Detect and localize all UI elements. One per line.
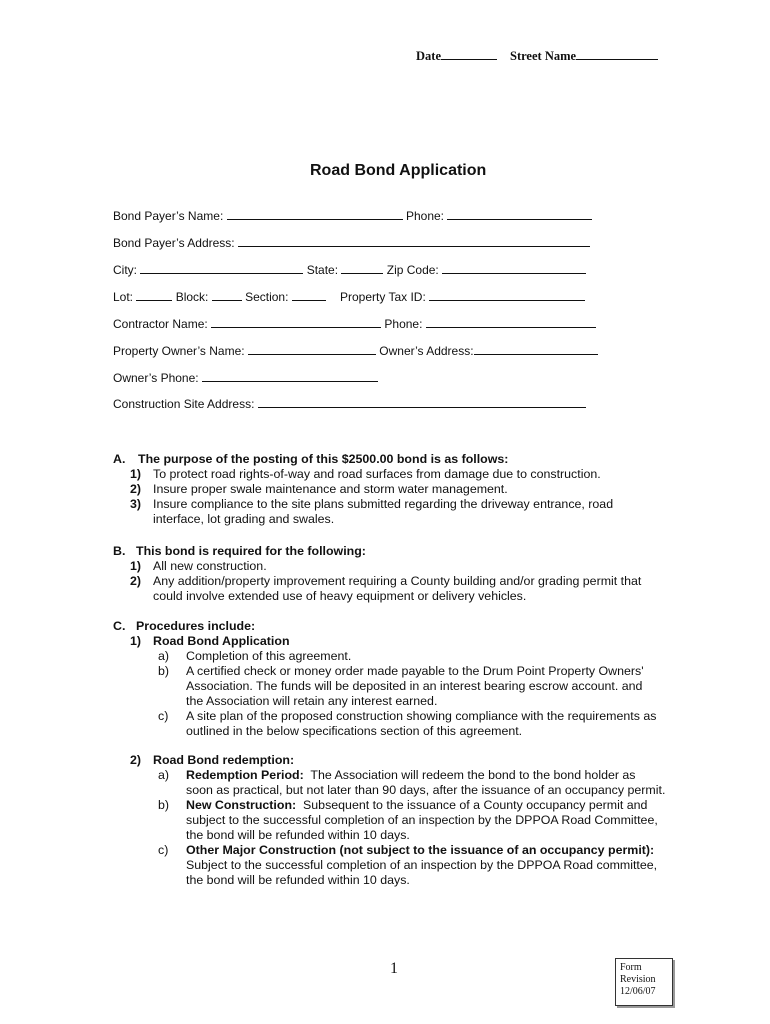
construction-site-address-blank[interactable]	[258, 396, 586, 408]
section-b-item-text: Any addition/property improvement requiring a County building and/or grading permit that	[153, 574, 642, 588]
bond-payer-address-blank[interactable]	[238, 235, 590, 247]
sub2-item-text: soon as practical, but not later than 90 days, after the issuance of an occupancy permit.	[186, 783, 666, 797]
lot-blank[interactable]	[136, 289, 172, 301]
contractor-name-blank[interactable]	[211, 316, 381, 328]
bond-payer-name-label: Bond Payer’s Name:	[113, 209, 224, 223]
sub1-item-text: A site plan of the proposed construction showing compliance with the requirements as	[186, 709, 657, 723]
section-c-sub1-heading: Road Bond Application	[153, 634, 290, 648]
section-b-item-text: could involve extended use of heavy equipment or delivery vehicles.	[153, 589, 527, 603]
state-blank[interactable]	[341, 262, 383, 274]
sub2-item-letter: a)	[158, 768, 170, 782]
section-b-marker: B.	[113, 544, 126, 558]
revision-date: 12/06/07	[620, 986, 656, 997]
sub1-item-letter: b)	[158, 664, 170, 678]
lot-block-section-row[interactable]	[113, 289, 326, 304]
section-a-item-text: Insure compliance to the site plans submitted regarding the driveway entrance, road	[153, 497, 614, 511]
date-label: Date	[416, 49, 441, 63]
property-owner-name-label: Property Owner’s Name:	[113, 344, 245, 358]
sub2-item-text: subject to the successful completion of an inspection by the DPPOA Road Committee,	[186, 813, 658, 827]
state-label: State:	[306, 263, 339, 277]
section-a-item-num: 1)	[130, 467, 142, 481]
section-b-item-num: 1)	[130, 559, 142, 573]
bond-payer-name-field[interactable]	[113, 208, 592, 223]
section-b-heading: This bond is required for the following:	[136, 544, 366, 558]
section-c-marker: C.	[113, 619, 126, 633]
street-name-label: Street Name	[510, 49, 577, 63]
section-c-sub2-num: 2)	[130, 753, 142, 767]
sub1-item-text: Association. The funds will be deposited in an interest bearing escrow account. and	[186, 679, 643, 693]
zip-blank[interactable]	[442, 262, 586, 274]
section-c-sub1-num: 1)	[130, 634, 142, 648]
contractor-name-label: Contractor Name:	[113, 317, 208, 331]
street-name-field[interactable]	[510, 48, 658, 64]
phone-label: Phone:	[405, 209, 445, 223]
bond-payer-address-field[interactable]	[113, 235, 590, 250]
section-a-marker: A.	[113, 452, 126, 466]
revision-line: Revision	[620, 974, 656, 985]
section-a-item-text: interface, lot grading and swales.	[153, 512, 335, 526]
sub2-item-first-line	[186, 768, 636, 783]
sub2-item-bold: Other Major Construction (not subject to the issuance of an occupancy permit):	[186, 843, 655, 857]
section-b-item-num: 2)	[130, 574, 142, 588]
section-b-item-text: All new construction.	[153, 559, 267, 573]
street-name-blank[interactable]	[576, 48, 658, 60]
property-tax-id-field[interactable]	[340, 289, 585, 304]
section-a-item-text: Insure proper swale maintenance and storm water management.	[153, 482, 508, 496]
date-blank[interactable]	[441, 48, 497, 60]
sub2-item-letter: b)	[158, 798, 170, 812]
city-state-zip-row[interactable]	[113, 262, 586, 277]
owner-address-label: Owner’s Address:	[379, 344, 474, 358]
block-blank[interactable]	[212, 289, 242, 301]
section-c-heading: Procedures include:	[136, 619, 256, 633]
page-number: 1	[390, 960, 398, 977]
section-blank[interactable]	[292, 289, 326, 301]
section-a-heading: The purpose of the posting of this $2500.00 bond is as follows:	[138, 452, 509, 466]
property-tax-id-blank[interactable]	[429, 289, 585, 301]
section-label: Section:	[245, 290, 289, 304]
section-a-item-text: To protect road rights-of-way and road surfaces from damage due to construction.	[153, 467, 601, 481]
property-tax-id-label: Property Tax ID:	[340, 290, 426, 304]
owner-phone-field[interactable]	[113, 370, 378, 385]
sub2-item-text: Subject to the successful completion of an inspection by the DPPOA Road committee,	[186, 858, 658, 872]
construction-site-address-field[interactable]	[113, 396, 586, 411]
city-blank[interactable]	[140, 262, 303, 274]
sub1-item-letter: a)	[158, 649, 170, 663]
sub2-item-text: the bond will be refunded within 10 days.	[186, 873, 410, 887]
sub2-item-bold: Redemption Period:	[186, 768, 304, 782]
revision-box	[615, 958, 673, 1006]
sub1-item-text: Completion of this agreement.	[186, 649, 352, 663]
property-owner-row[interactable]	[113, 343, 598, 358]
construction-site-address-label: Construction Site Address:	[113, 397, 255, 411]
owner-phone-label: Owner’s Phone:	[113, 371, 199, 385]
contractor-phone-label: Phone:	[384, 317, 423, 331]
sub2-item-text: The Association will redeem the bond to the bond holder as	[310, 768, 636, 782]
sub2-item-letter: c)	[158, 843, 169, 857]
property-owner-name-blank[interactable]	[248, 343, 376, 355]
lot-label: Lot:	[113, 290, 134, 304]
sub2-item-first-line	[186, 798, 647, 813]
revision-line: Form	[620, 962, 642, 973]
owner-phone-blank[interactable]	[202, 370, 378, 382]
sub1-item-text: outlined in the below specifications section of this agreement.	[186, 724, 523, 738]
sub2-item-bold: New Construction:	[186, 798, 297, 812]
sub2-item-text: Subsequent to the issuance of a County occupancy permit and	[303, 798, 648, 812]
bond-payer-name-blank[interactable]	[227, 208, 403, 220]
sub1-item-text: A certified check or money order made payable to the Drum Point Property Owners'	[186, 664, 644, 678]
block-label: Block:	[175, 290, 209, 304]
bond-payer-address-label: Bond Payer’s Address:	[113, 236, 235, 250]
sub2-item-text: the bond will be refunded within 10 days.	[186, 828, 410, 842]
contractor-row[interactable]	[113, 316, 596, 331]
section-a-item-num: 3)	[130, 497, 142, 511]
zip-label: Zip Code:	[386, 263, 439, 277]
sub1-item-text: the Association will retain any interest earned.	[186, 694, 438, 708]
owner-address-blank[interactable]	[474, 343, 598, 355]
page-title: Road Bond Application	[310, 162, 487, 179]
city-label: City:	[113, 263, 137, 277]
date-field[interactable]	[416, 48, 497, 64]
section-a-item-num: 2)	[130, 482, 142, 496]
sub1-item-letter: c)	[158, 709, 169, 723]
section-c-sub2-heading: Road Bond redemption:	[153, 753, 295, 767]
contractor-phone-blank[interactable]	[426, 316, 596, 328]
phone-blank[interactable]	[447, 208, 592, 220]
